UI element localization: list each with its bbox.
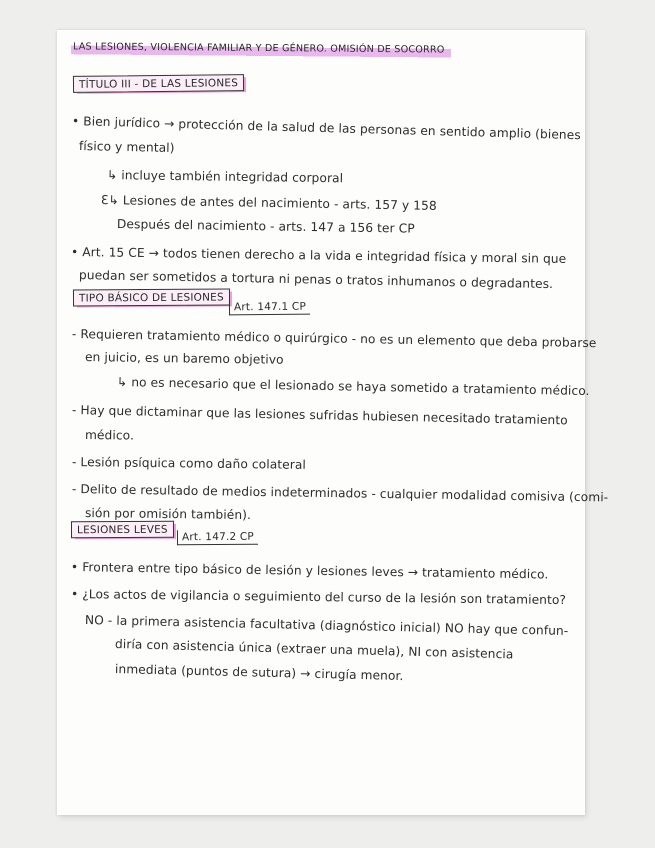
article-reference: Art. 147.1 CP — [229, 300, 310, 316]
note-line: Después del nacimiento - arts. 147 a 156 ter CP — [116, 217, 415, 236]
note-line: Ɛ↳ Lesiones de antes del nacimiento - arts. 157 y 158 — [100, 193, 437, 213]
note-line: ↳ no es necesario que el lesionado se haya sometido a tratamiento médico. — [116, 375, 590, 399]
section-heading-lesiones: TÍTULO III - DE LAS LESIONES — [73, 74, 244, 93]
note-line: médico. — [84, 428, 135, 443]
note-line: • Bien jurídico → protección de la salud de las personas en sentido amplio (bienes — [71, 114, 581, 143]
note-line: en juicio, es un baremo objetivo — [84, 350, 284, 367]
note-line: • Frontera entre tipo básico de lesión y lesiones leves → tratamiento médico. — [70, 560, 549, 582]
note-line: - Hay que dictaminar que las lesiones sufridas hubiesen necesitado tratamiento — [71, 403, 568, 428]
notebook-page — [57, 30, 609, 815]
note-line: físico y mental) — [78, 139, 175, 156]
article-reference: Art. 147.2 CP — [177, 530, 258, 546]
note-line: • Art. 15 CE → todos tienen derecho a la vida e integridad física y moral sin que — [70, 245, 567, 266]
note-line: diría con asistencia única (extraer una muela), NI con asistencia — [114, 637, 514, 662]
note-line: ↳ incluye también integridad corporal — [106, 168, 344, 186]
note-line: puedan ser sometidos a tortura ni penas o tratos inhumanos o degradantes. — [78, 268, 554, 292]
note-line: - Requieren tratamiento médico o quirúrgico - no es un elemento que deba probarse — [71, 327, 597, 351]
section-heading-tipo-basico: TIPO BÁSICO DE LESIONES — [73, 288, 230, 306]
section-heading-lesiones-leves: LESIONES LEVES — [71, 521, 174, 539]
page-title: LAS LESIONES, VIOLENCIA FAMILIAR Y DE GÉNERO. OMISIÓN DE SOCORRO — [71, 41, 451, 58]
note-line: • ¿Los actos de vigilancia o seguimiento del curso de la lesión son tratamiento? — [70, 587, 567, 608]
note-line: sión por omisión también). — [84, 506, 252, 523]
note-line: - Lesión psíquica como daño colateral — [71, 455, 307, 472]
note-line: - Delito de resultado de medios indeterminados - cualquier modalidad comisiva (comi- — [71, 482, 609, 505]
note-line: NO - la primera asistencia facultativa (diagnóstico inicial) NO hay que confun- — [84, 613, 569, 638]
note-line: inmediata (puntos de sutura) → cirugía menor. — [114, 662, 404, 684]
